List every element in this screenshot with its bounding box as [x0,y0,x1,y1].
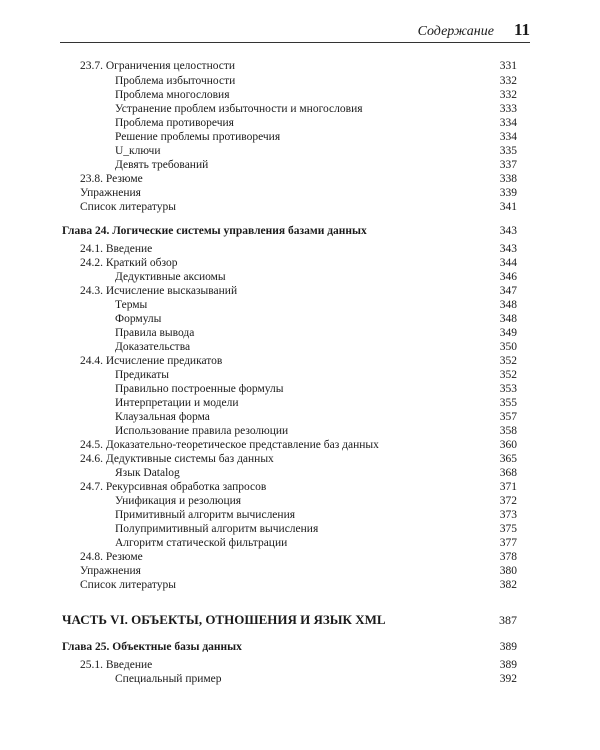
toc-entry: Использование правила резолюции 358 [115,425,517,437]
toc-entry: 23.8. Резюме 338 [80,173,517,185]
toc-entry: 24.2. Краткий обзор 344 [80,257,517,269]
toc-entry: 24.5. Доказательно-теоретическое представление баз данных 360 [80,439,517,451]
toc-entry: Правила вывода 349 [115,327,517,339]
toc-entry: 24.1. Введение 343 [80,243,517,255]
toc-entry: 24.8. Резюме 378 [80,551,517,563]
toc-entry: Предикаты 352 [115,369,517,381]
toc-entry: Девять требований 337 [115,159,517,171]
running-header [418,20,530,44]
toc-entry: Специальный пример 392 [115,673,517,685]
toc-entry: Полупримитивный алгоритм вычисления 375 [115,523,517,535]
toc-entry: Проблема избыточности 332 [115,75,517,87]
toc-entry: Термы 348 [115,299,517,311]
toc-entry: 24.7. Рекурсивная обработка запросов 371 [80,481,517,493]
toc-chapter: Глава 24. Логические системы управления базами данных 343 [62,225,517,237]
toc-entry: Унификация и резолюция 372 [115,495,517,507]
toc-entry: Примитивный алгоритм вычисления 373 [115,509,517,521]
toc-entry: Интерпретации и модели 355 [115,397,517,409]
toc-entry: Дедуктивные аксиомы 346 [115,271,517,283]
toc-chapter: Глава 25. Объектные базы данных 389 [62,641,517,653]
toc-entry: Упражнения 380 [80,565,517,577]
toc-entry: 25.1. Введение 389 [80,659,517,671]
header-title: Содержание [417,24,494,39]
toc-entry: 23.7. Ограничения целостности 331 [80,60,517,72]
toc-entry: 24.3. Исчисление высказываний 347 [80,285,517,297]
toc-entry: 24.4. Исчисление предикатов 352 [80,355,517,367]
toc-entry: 24.6. Дедуктивные системы баз данных 365 [80,453,517,465]
toc-entry: Устранение проблем избыточности и многословия 333 [115,103,517,115]
toc-entry: Язык Datalog 368 [115,467,517,479]
toc-part: ЧАСТЬ VI. ОБЪЕКТЫ, ОТНОШЕНИЯ И ЯЗЫК XML 387 [62,612,517,627]
toc-entry: Проблема многословия 332 [115,89,517,101]
toc-entry: Правильно построенные формулы 353 [115,383,517,395]
toc-entry: Алгоритм статической фильтрации 377 [115,537,517,549]
toc-entry: Упражнения 339 [80,187,517,199]
toc-entry: U_ключи 335 [115,145,517,157]
toc-entry: Доказательства 350 [115,341,517,353]
toc-entry: Список литературы 341 [80,201,517,213]
toc-entry: Формулы 348 [115,313,517,325]
header-rule [60,42,530,43]
toc-entry: Проблема противоречия 334 [115,117,517,129]
toc-entry: Список литературы 382 [80,579,517,591]
toc-entry: Клаузальная форма 357 [115,411,517,423]
toc-entry: Решение проблемы противоречия 334 [115,131,517,143]
page-number: 11 [513,20,530,39]
